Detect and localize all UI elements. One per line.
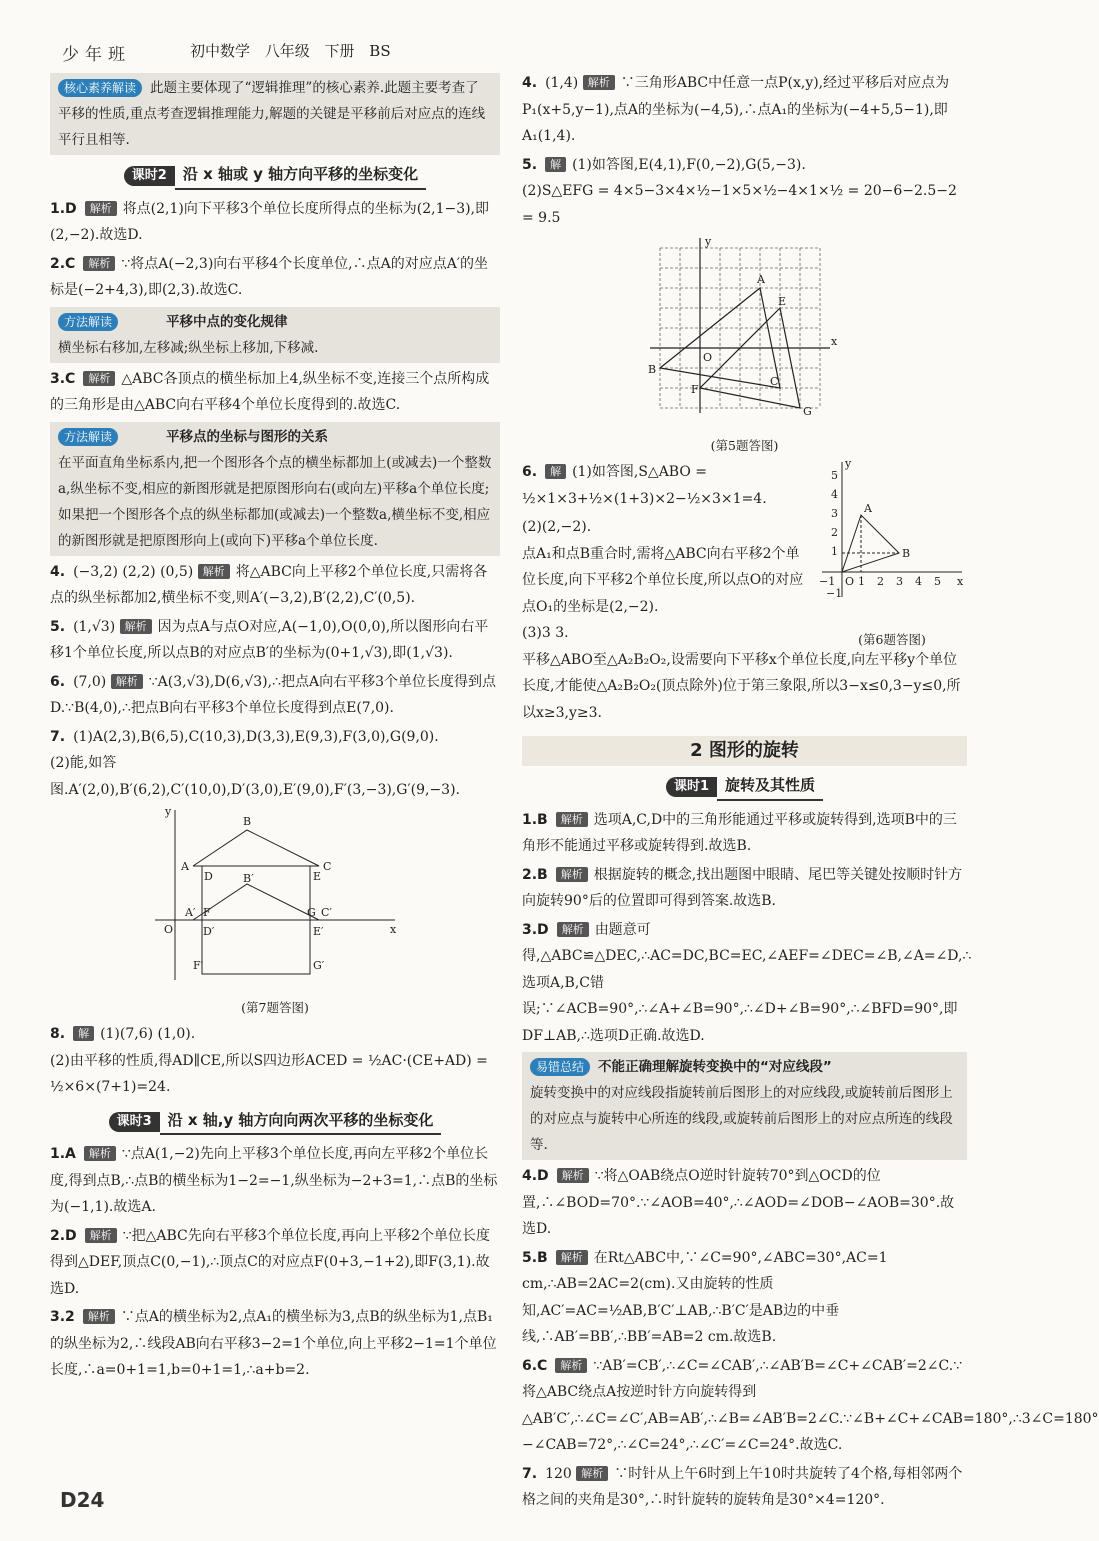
item-number: 2.B bbox=[522, 866, 548, 883]
point-label: G bbox=[802, 405, 812, 418]
answer-item bbox=[50, 1021, 500, 1101]
origin-label: O bbox=[845, 575, 855, 588]
core-literacy-text: 此题主要体现了“逻辑推理”的核心素养.此题主要考查了平移的性质,重点考查逻辑推理能力,解题的关键是平移前后对应点的连线平行且相等. bbox=[58, 80, 486, 148]
item-number: 1.D bbox=[50, 200, 77, 217]
answer-item bbox=[522, 1461, 967, 1514]
item-text: 将点(2,1)向下平移3个单位长度所得点的坐标为(2,1−3),即(2,−2).故选D. bbox=[50, 200, 490, 243]
tick-label: 3 bbox=[831, 507, 838, 520]
answer-item bbox=[522, 862, 967, 915]
tick-label: 5 bbox=[934, 575, 941, 588]
analysis-tag: 解析 bbox=[120, 619, 152, 634]
method-tag: 方法解读 bbox=[58, 313, 118, 331]
figure-q6 bbox=[817, 457, 967, 653]
point-label: B bbox=[647, 363, 656, 376]
item-number: 6. bbox=[522, 464, 538, 480]
item-text: 选项A,C,D中的三角形能通过平移或旋转得到,选项B中的三角形不能通过平移或旋转得到.故选B. bbox=[522, 811, 957, 854]
method-tag: 方法解读 bbox=[58, 428, 118, 446]
analysis-tag: 解 bbox=[545, 464, 566, 479]
answer-item bbox=[50, 724, 500, 804]
analysis-tag: 解析 bbox=[556, 867, 588, 882]
item-number: 5.B bbox=[522, 1249, 548, 1266]
item-text: 由题意可得,△ABC≌△DEC,∴AC=DC,BC=EC,∠AEF=∠DEC=∠B,∠A=∠D,∴选项A,B,C错误;∵∠ACB=90°,∴∠A+∠B=90°,∴∠D+∠B=90°,∴∠BFD=90°,即DF⊥AB,∴选项D正确.故选D. bbox=[522, 921, 972, 1044]
analysis-tag: 解析 bbox=[557, 1168, 589, 1183]
method-text: 横坐标右移加,左移减;纵坐标上移加,下移减. bbox=[58, 339, 319, 356]
item-answer: (−3,2) (2,2) (0,5) bbox=[73, 563, 194, 580]
analysis-tag: 解析 bbox=[84, 1146, 116, 1161]
lesson-title: 旋转及其性质 bbox=[717, 772, 823, 801]
tick-label: −1 bbox=[826, 587, 843, 600]
answer-item bbox=[522, 459, 807, 512]
point-label: E bbox=[777, 295, 786, 308]
lesson-3-heading bbox=[50, 1107, 500, 1136]
header-text: 初中数学 八年级 下册 BS bbox=[190, 42, 391, 60]
point-label: B′ bbox=[243, 872, 254, 885]
x-label: x bbox=[830, 335, 837, 348]
item-text: 因为点A与点O对应,A(−1,0),O(0,0),所以图形向右平移1个单位长度,所以点B的对应点B′的坐标为(0+1,√3),即(1,√3). bbox=[50, 618, 489, 661]
item-number: 6. bbox=[50, 673, 66, 690]
figure-caption: (第6题答图) bbox=[858, 631, 926, 647]
item-text: 点A₁和点B重合时,需将△ABC向右平移2个单位长度,向下平移2个单位长度,所以点O的对应点O₁的坐标是(2,−2). bbox=[522, 545, 804, 615]
item-number: 3.2 bbox=[50, 1309, 75, 1325]
analysis-tag: 解析 bbox=[198, 564, 230, 579]
item-text: (1)如答图,E(4,1),F(0,−2),G(5,−3). bbox=[572, 156, 806, 173]
rect-defg bbox=[202, 866, 310, 920]
item-text: 根据旋转的概念,找出题图中眼睛、尾巴等关键处按顺时针方向旋转90°后的位置即可得到答案.故选B. bbox=[522, 866, 963, 909]
tick-label: 4 bbox=[915, 575, 922, 588]
brand-logo: 少年班 bbox=[62, 45, 131, 65]
analysis-tag: 解 bbox=[73, 1026, 94, 1041]
core-literacy-tag: 核心素养解读 bbox=[58, 79, 142, 97]
item-text: 平移△ABO至△A₂B₂O₂,设需要向下平移x个单位长度,向左平移y个单位长度,才能使△A₂B₂O₂(顶点除外)位于第三象限,所以3−x≤0,3−y≤0,所以x≥3,y≥3. bbox=[522, 651, 961, 721]
point-label: D′ bbox=[203, 925, 215, 938]
answer-item bbox=[522, 1163, 967, 1243]
answer-item bbox=[50, 559, 500, 612]
analysis-tag: 解析 bbox=[555, 1358, 587, 1373]
tick-label: 5 bbox=[831, 469, 838, 482]
figure-caption: (第7题答图) bbox=[241, 999, 309, 1015]
core-literacy-box bbox=[50, 73, 500, 155]
right-column bbox=[522, 70, 1099, 1516]
analysis-tag: 解析 bbox=[556, 1250, 588, 1265]
answer-item bbox=[522, 152, 967, 232]
item-text: ∵把△ABC先向右平移3个单位长度,再向上平移2个单位长度得到△DEF,顶点C(0,−1),∴顶点C的对应点F(0+3,−1+2),即F(3,1).故选D. bbox=[50, 1227, 490, 1297]
point-label: B bbox=[902, 547, 911, 560]
item-text: (1)(7,6) (1,0). bbox=[100, 1026, 196, 1042]
method-box bbox=[50, 422, 500, 556]
item-answer: 120 bbox=[545, 1465, 572, 1482]
item-number: 3.C bbox=[50, 370, 76, 387]
triangle-abc-prime bbox=[193, 884, 319, 920]
error-title: 不能正确理解旋转变换中的“对应线段” bbox=[598, 1059, 832, 1075]
analysis-tag: 解析 bbox=[83, 1309, 115, 1324]
lesson-1-heading bbox=[522, 772, 967, 801]
analysis-tag: 解析 bbox=[111, 674, 143, 689]
tick-label: 4 bbox=[831, 488, 838, 501]
rect-defg-prime bbox=[202, 920, 310, 974]
answer-item bbox=[522, 917, 972, 1050]
item-number: 2.D bbox=[50, 1227, 77, 1244]
answer-item bbox=[522, 807, 967, 860]
answer-item bbox=[50, 251, 500, 304]
graph-q7 bbox=[145, 805, 405, 985]
error-summary-box bbox=[522, 1052, 967, 1160]
point-label: A bbox=[181, 860, 189, 873]
method-title: 平移中点的变化规律 bbox=[166, 313, 288, 330]
point-label: A bbox=[864, 502, 872, 515]
analysis-tag: 解析 bbox=[583, 75, 615, 90]
analysis-tag: 解析 bbox=[556, 812, 588, 827]
answer-item bbox=[50, 1223, 500, 1303]
item-text: ∵AB′=CB′,∴∠C=∠CAB′,∴∠AB′B=∠C+∠CAB′=2∠C.∵将△ABC绕点A按逆时针方向旋转得到△AB′C′,∴∠C=∠C′,AB=AB′,∴∠B=∠AB′B=2∠C.∵∠B+∠C+∠CAB=180°,∴3∠C=180°−∠CAB=72°,∴∠C=24°,∴∠C′=∠C=24°.故选C. bbox=[522, 1357, 1099, 1453]
error-text: 旋转变换中的对应线段指旋转前后图形上的对应线段,或旋转前后图形上的对应点与旋转中心所连的线段,或旋转前后图形上的对应点所连的线段等. bbox=[530, 1085, 953, 1153]
item-text: ∵点A的横坐标为2,点A₁的横坐标为3,点B的纵坐标为1,点B₁的纵坐标为2,∴线段AB向右平移3−2=1个单位,向上平移2−1=1个单位长度,∴a=0+1=1,b=0+1=1,∴a+b=2. bbox=[50, 1309, 497, 1378]
item-number: 7. bbox=[522, 1465, 538, 1482]
item-answer: (7,0) bbox=[73, 673, 107, 690]
page-header bbox=[0, 0, 1000, 66]
tick-label: 3 bbox=[896, 575, 903, 588]
lesson-tag: 课时3 bbox=[109, 1112, 160, 1132]
method-title: 平移点的坐标与图形的关系 bbox=[166, 428, 329, 445]
analysis-tag: 解析 bbox=[83, 256, 115, 271]
lesson-title: 沿 x 轴,y 轴方向向两次平移的坐标变化 bbox=[160, 1107, 442, 1136]
page-number: D24 bbox=[60, 1488, 105, 1512]
tick-label: −1 bbox=[819, 575, 836, 588]
section-title: 2 图形的旋转 bbox=[522, 736, 967, 766]
item-number: 2.C bbox=[50, 255, 76, 272]
item-number: 5. bbox=[522, 156, 538, 173]
answer-item bbox=[50, 196, 500, 249]
point-label: A′ bbox=[185, 906, 196, 919]
item-text: (2)由平移的性质,得AD∥CE,所以S四边形ACED = ½AC·(CE+AD) = bbox=[50, 1052, 488, 1069]
figure-q7 bbox=[50, 805, 500, 1021]
point-label: A bbox=[756, 273, 765, 286]
item-number: 5. bbox=[50, 618, 66, 635]
y-label: y bbox=[165, 805, 172, 818]
item-number: 6.C bbox=[522, 1357, 548, 1374]
item-number: 3.D bbox=[522, 921, 549, 938]
item-number: 7. bbox=[50, 728, 66, 745]
answer-item bbox=[50, 614, 500, 667]
y-label: y bbox=[845, 457, 852, 470]
grid bbox=[660, 248, 820, 408]
answer-item bbox=[522, 70, 967, 150]
item-answer: (1,√3) bbox=[73, 618, 116, 635]
item-text: △ABC各顶点的横坐标加上4,纵坐标不变,连接三个点所构成的三角形是由△ABC向右平移4个单位长度得到的.故选C. bbox=[50, 370, 490, 413]
analysis-tag: 解析 bbox=[576, 1466, 608, 1481]
item-number: 4.D bbox=[522, 1168, 549, 1184]
tick-label: 2 bbox=[831, 526, 838, 539]
origin-label: O bbox=[702, 351, 712, 364]
point-label: F bbox=[690, 383, 699, 396]
error-tag: 易错总结 bbox=[530, 1058, 590, 1076]
figure-q5 bbox=[522, 233, 967, 459]
item-text: (3)3 3. bbox=[522, 625, 569, 641]
answer-item bbox=[50, 1304, 500, 1384]
item-number: 8. bbox=[50, 1026, 66, 1042]
tick-label: 1 bbox=[858, 575, 865, 588]
item-text: (2)能,如答图.A′(2,0),B′(6,2),C′(10,0),D′(3,0),E′(9,0),F′(3,−3),G′(9,−3). bbox=[50, 755, 460, 798]
lesson-2-heading bbox=[50, 161, 500, 190]
graph-q5 bbox=[645, 233, 845, 423]
item-text: ∵将△OAB绕点O逆时针旋转70°到△OCD的位置,∴∠BOD=70°.∵∠AOB=40°,∴∠AOD=∠DOB−∠AOB=30°.故选D. bbox=[522, 1168, 955, 1237]
x-label: x bbox=[957, 575, 964, 588]
lesson-tag: 课时2 bbox=[124, 166, 175, 186]
point-label: E bbox=[313, 870, 322, 883]
origin-label: O bbox=[164, 923, 174, 936]
item-text: ∵时针从上午6时到上午10时共旋转了4个格,每相邻两个格之间的夹角是30°,∴时针旋转的旋转角是30°×4=120°. bbox=[522, 1465, 963, 1508]
analysis-tag: 解析 bbox=[557, 922, 589, 937]
point-label: F′ bbox=[193, 959, 204, 972]
analysis-tag: 解 bbox=[545, 157, 566, 172]
analysis-tag: 解析 bbox=[85, 1228, 117, 1243]
point-label: D bbox=[204, 870, 213, 883]
answer-item bbox=[50, 366, 500, 419]
triangle-abo bbox=[842, 515, 899, 572]
point-label: C bbox=[769, 375, 778, 388]
triangle-efg bbox=[700, 308, 800, 408]
answer-item bbox=[522, 1353, 1099, 1459]
item-text: (1)A(2,3),B(6,5),C(10,3),D(3,3),E(9,3),F(3,0),G(9,0). bbox=[73, 728, 439, 745]
item-text: ∵A(3,√3),D(6,√3),∴把点A向右平移3个单位长度得到点D.∵B(4,0),∴把点B向右平移3个单位长度得到点E(7,0). bbox=[50, 673, 497, 716]
item-text: ∵三角形ABC中任意一点P(x,y),经过平移后对应点为P₁(x+5,y−1),点A的坐标为(−4,5),∴点A₁的坐标为(−4+5,5−1),即A₁(1,4). bbox=[522, 75, 950, 144]
lesson-title: 沿 x 轴或 y 轴方向平移的坐标变化 bbox=[175, 161, 426, 190]
point-label: C bbox=[323, 860, 332, 873]
item-text: ½×6×(7+1)=24. bbox=[50, 1079, 171, 1095]
method-box bbox=[50, 307, 500, 363]
item-text: ∵点A(1,−2)先向上平移3个单位长度,再向左平移2个单位长度,得到点B,∴点B的横坐标为1−2=−1,纵坐标为−2+3=1,∴点B的坐标为(−1,1).故选A. bbox=[50, 1146, 498, 1215]
y-label: y bbox=[704, 235, 711, 248]
answer-item bbox=[522, 1245, 967, 1351]
figure-caption: (第5题答图) bbox=[710, 437, 779, 453]
triangle-abc bbox=[193, 830, 319, 866]
method-text: 在平面直角坐标系内,把一个图形各个点的横坐标都加上(或减去)一个整数a,纵坐标不变,相应的新图形就是把原图形向右(或向左)平移a个单位长度;如果把一个图形各个点的纵坐标都加(或减去)一个整数a,横坐标不变,相应的新图形就是把原图形向上(或向下)平移a个单位长度. bbox=[58, 454, 492, 549]
item-text: (2)(2,−2). bbox=[522, 519, 592, 535]
analysis-tag: 解析 bbox=[85, 201, 117, 216]
left-column bbox=[50, 70, 500, 1386]
item-text: 在Rt△ABC中,∵∠C=90°,∠ABC=30°,AC=1 cm,∴AB=2AC=2(cm).又由旋转的性质知,AC′=AC=½AB,B′C′⊥AB,∴B′C′是AB边的中垂线,∴AB′=BB′,∴BB′=AB=2 cm.故选B. bbox=[522, 1249, 888, 1345]
item-number: 4. bbox=[522, 75, 538, 91]
item-number: 4. bbox=[50, 563, 66, 580]
item-text: (2)S△EFG = 4×5−3×4×½−1×5×½−4×1×½ = 20−6−2.5−2 = 9.5 bbox=[522, 183, 957, 226]
item-text: ∵将点A(−2,3)向右平移4个长度单位,∴点A的对应点A′的坐标是(−2+4,3),即(2,3).故选C. bbox=[50, 255, 489, 298]
analysis-tag: 解析 bbox=[83, 371, 115, 386]
point-label: G′ bbox=[313, 959, 325, 972]
answer-item bbox=[50, 669, 500, 722]
point-label: E′ bbox=[313, 925, 324, 938]
item-text: 将△ABC向上平移2个单位长度,只需将各点的纵坐标都加2,横坐标不变,则A′(−3,2),B′(2,2),C′(0,5). bbox=[50, 563, 488, 606]
tick-label: 2 bbox=[877, 575, 884, 588]
item-number: 1.B bbox=[522, 811, 548, 828]
tick-label: 1 bbox=[831, 545, 838, 558]
answer-item bbox=[50, 1141, 500, 1221]
x-label: x bbox=[390, 923, 397, 936]
item-text: (1)如答图,S△ABO = ½×1×3+½×(1+3)×2−½×3×1=4. bbox=[522, 464, 767, 507]
point-label: F bbox=[203, 906, 211, 919]
point-label: G bbox=[307, 906, 316, 919]
item-answer: (1,4) bbox=[545, 75, 579, 91]
graph-q6 bbox=[817, 457, 967, 617]
lesson-tag: 课时1 bbox=[666, 777, 717, 797]
item-number: 1.A bbox=[50, 1146, 76, 1162]
point-label: B bbox=[243, 815, 252, 828]
point-label: C′ bbox=[321, 906, 332, 919]
